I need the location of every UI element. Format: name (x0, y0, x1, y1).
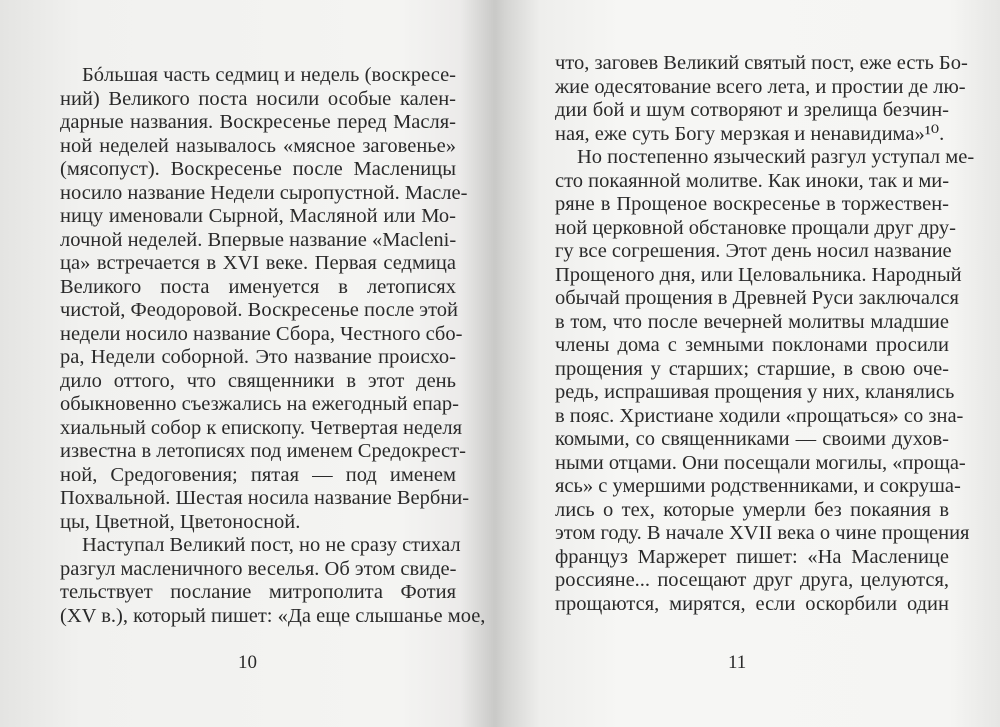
text-line: ца» встречается в XVI веке. Первая седмица (60, 252, 456, 274)
text-line: француз Маржерет пишет: «На Масленице (555, 545, 949, 568)
text-line: (XV в.), который пишет: «Да еще слышанье мое, (60, 604, 486, 627)
text-line: ной неделей называлось «мясное заговенье» (60, 134, 456, 157)
text-line: члены дома с земными поклонами просили (555, 334, 949, 356)
text-line: в том, что после вечерней молитвы младшие (555, 310, 949, 333)
text-line: жие одесятование всего лета, и простии де лю- (555, 75, 966, 98)
text-line: разгул масленичного веселья. Об этом свиде- (60, 557, 457, 580)
text-line: хиальный собор к епископу. Четвертая неделя (60, 416, 463, 439)
text-line: ной церковной обстановке прощали друг дру- (555, 216, 957, 239)
text-line: обыкновенно съезжались на ежегодный епар- (60, 393, 459, 415)
text-line: чистой, Феодоровой. Воскресенье после этой (60, 299, 459, 321)
text-line: что, заговев Великий святый пост, еже есть Бо- (555, 52, 968, 74)
text-line: редь, испрашивая прощения у них, кланялись (555, 381, 955, 403)
left-page-text (60, 64, 486, 628)
text-line: россияне... посещают друг друга, целуются, (555, 569, 949, 591)
text-line: ясь» с умершими родственниками, и сокруша- (555, 475, 961, 497)
right-page-text (555, 52, 975, 616)
text-line: лочной неделей. Впервые название «Масleni- (60, 228, 457, 251)
text-line: носило название Недели сыропустной. Масле- (60, 181, 468, 204)
text-line: сто покаянной молитве. Как иноки, так и ми- (555, 169, 950, 192)
text-line: ной, Средоговения; пятая — под именем (60, 463, 456, 486)
text-line: Наступал Великий пост, но не сразу стихал (82, 534, 461, 556)
text-line: обычай прощения в Древней Руси заключался (555, 287, 959, 309)
text-line: ра, Недели соборной. Это название происхо- (60, 346, 456, 368)
text-line: ний) Великого поста носили особые кален- (60, 87, 456, 110)
text-line: недели носило название Сбора, Честного сбо- (60, 322, 463, 345)
text-line: этом году. В начале XVII века о чине прощения (555, 522, 970, 544)
text-line: (мясопуст). Воскресенье после Масленицы (60, 158, 456, 180)
text-line: тельствует послание митрополита Фотия (60, 581, 456, 603)
text-line: Но постепенно языческий разгул уступал ме- (577, 146, 975, 168)
text-line: в пояс. Христиане ходили «прощаться» со зна- (555, 404, 964, 427)
text-line: гу все согрешения. Этот день носил название (555, 240, 952, 262)
left-page-number: 10 (238, 652, 257, 673)
text-line: ряне в Прощеное воскресенье в торжествен- (555, 193, 949, 215)
text-line: Похвальной. Шестая носила название Вербни- (60, 487, 470, 509)
text-line: дило оттого, что священники в этот день (60, 369, 456, 392)
text-line: Прощеного дня, или Целовальника. Народный (555, 263, 962, 286)
text-line: дии бой и шум сотворяют и зрелища безчин- (555, 99, 949, 121)
text-line: цы, Цветной, Цветоносной. (60, 510, 301, 533)
text-line: прощаются, мирятся, если оскорбили один (555, 592, 949, 615)
text-line: Великого поста именуется в летописях (60, 275, 456, 298)
text-line: дарные названия. Воскресенье перед Масля- (60, 111, 456, 133)
right-page-number: 11 (728, 652, 747, 673)
text-line: прощения у старших; старшие, в свою оче- (555, 357, 949, 380)
text-line: Бóльшая часть седмиц и недель (воскресе- (82, 64, 456, 86)
text-line: комыми, со священниками — своими духов- (555, 428, 949, 450)
text-line: ная, еже суть Богу мерзкая и ненавидима»¹⁰. (555, 122, 945, 145)
text-line: известна в летописях под именем Средокрест- (60, 440, 466, 462)
text-line: ными отцами. Они посещали могилы, «проща- (555, 451, 966, 474)
text-line: ницу именовали Сырной, Масляной или Мо- (60, 205, 456, 227)
text-line: лись о тех, которые умерли без покаяния в (555, 498, 949, 521)
